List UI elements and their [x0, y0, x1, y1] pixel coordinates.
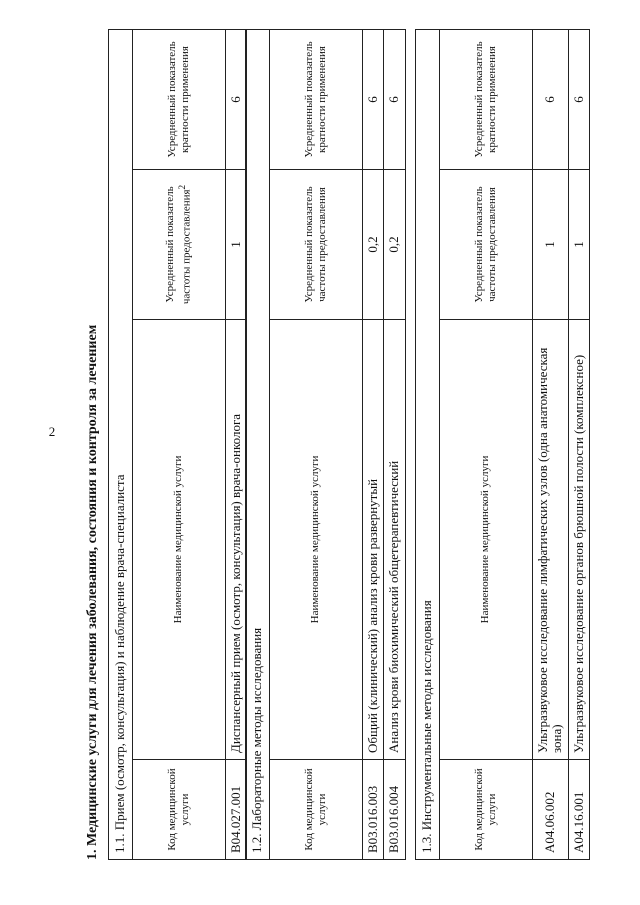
- header-name: Наименование медицинской услуги: [132, 320, 225, 760]
- section-heading: 1. Медицинские услуги для лечения заболевания, состояния и контроля за лечением: [85, 324, 100, 860]
- rotated-document: [40, 15, 600, 880]
- table-title: 1.2. Лабораторные методы исследования: [246, 29, 270, 859]
- multiplicity-value: 6: [384, 29, 406, 169]
- header-code: Код медицинской услуги: [269, 760, 362, 860]
- service-name: Анализ крови биохимический общетерапевтический: [384, 320, 406, 760]
- multiplicity-value: 6: [225, 29, 247, 169]
- service-name: Ультразвуковое исследование лимфатических узлов (одна анатомическая зона): [532, 320, 568, 760]
- table-row: [362, 29, 384, 859]
- header-code: Код медицинской услуги: [439, 760, 532, 860]
- frequency-value: 1: [568, 170, 590, 320]
- page-number: 2: [48, 424, 56, 439]
- frequency-value: 0,2: [362, 170, 384, 320]
- table-laboratory: [245, 29, 406, 860]
- header-multiplicity: Усредненный показатель кратности применения: [439, 29, 532, 169]
- service-code: A04.06.002: [532, 760, 568, 860]
- service-name: Ультразвуковое исследование органов брюшной полости (комплексное): [568, 320, 590, 760]
- table-instrumental: [415, 29, 590, 860]
- table-title: 1.1. Прием (осмотр, консультация) и наблюдение врача-специалиста: [109, 29, 133, 859]
- table-row: [384, 29, 406, 859]
- header-frequency: Усредненный показатель частоты предоставления: [269, 170, 362, 320]
- frequency-value: 1: [225, 170, 247, 320]
- table-row: [532, 29, 568, 859]
- frequency-value: 1: [532, 170, 568, 320]
- service-code: B03.016.003: [362, 760, 384, 860]
- frequency-value: 0,2: [384, 170, 406, 320]
- multiplicity-value: 6: [568, 29, 590, 169]
- table-row: [225, 29, 247, 859]
- header-name: Наименование медицинской услуги: [269, 320, 362, 760]
- service-code: B04.027.001: [225, 760, 247, 860]
- multiplicity-value: 6: [362, 29, 384, 169]
- multiplicity-value: 6: [532, 29, 568, 169]
- service-name: Общий (клинический) анализ крови развернутый: [362, 320, 384, 760]
- header-frequency: Усредненный показатель частоты предоставления: [439, 170, 532, 320]
- footnote-mark: 2: [176, 184, 187, 190]
- table-row: [568, 29, 590, 859]
- header-multiplicity: Усредненный показатель кратности применения: [269, 29, 362, 169]
- table-consultation: [108, 29, 247, 860]
- service-code: B03.016.004: [384, 760, 406, 860]
- table-title: 1.3. Инструментальные методы исследования: [416, 29, 440, 859]
- header-frequency: Усредненный показатель частоты предоставления$^2$: [132, 170, 225, 320]
- service-name: Диспансерный прием (осмотр, консультация) врача-онколога: [225, 320, 247, 760]
- service-code: A04.16.001: [568, 760, 590, 860]
- header-code: Код медицинской услуги: [132, 760, 225, 860]
- header-multiplicity: Усредненный показатель кратности применения: [132, 29, 225, 169]
- header-name: Наименование медицинской услуги: [439, 320, 532, 760]
